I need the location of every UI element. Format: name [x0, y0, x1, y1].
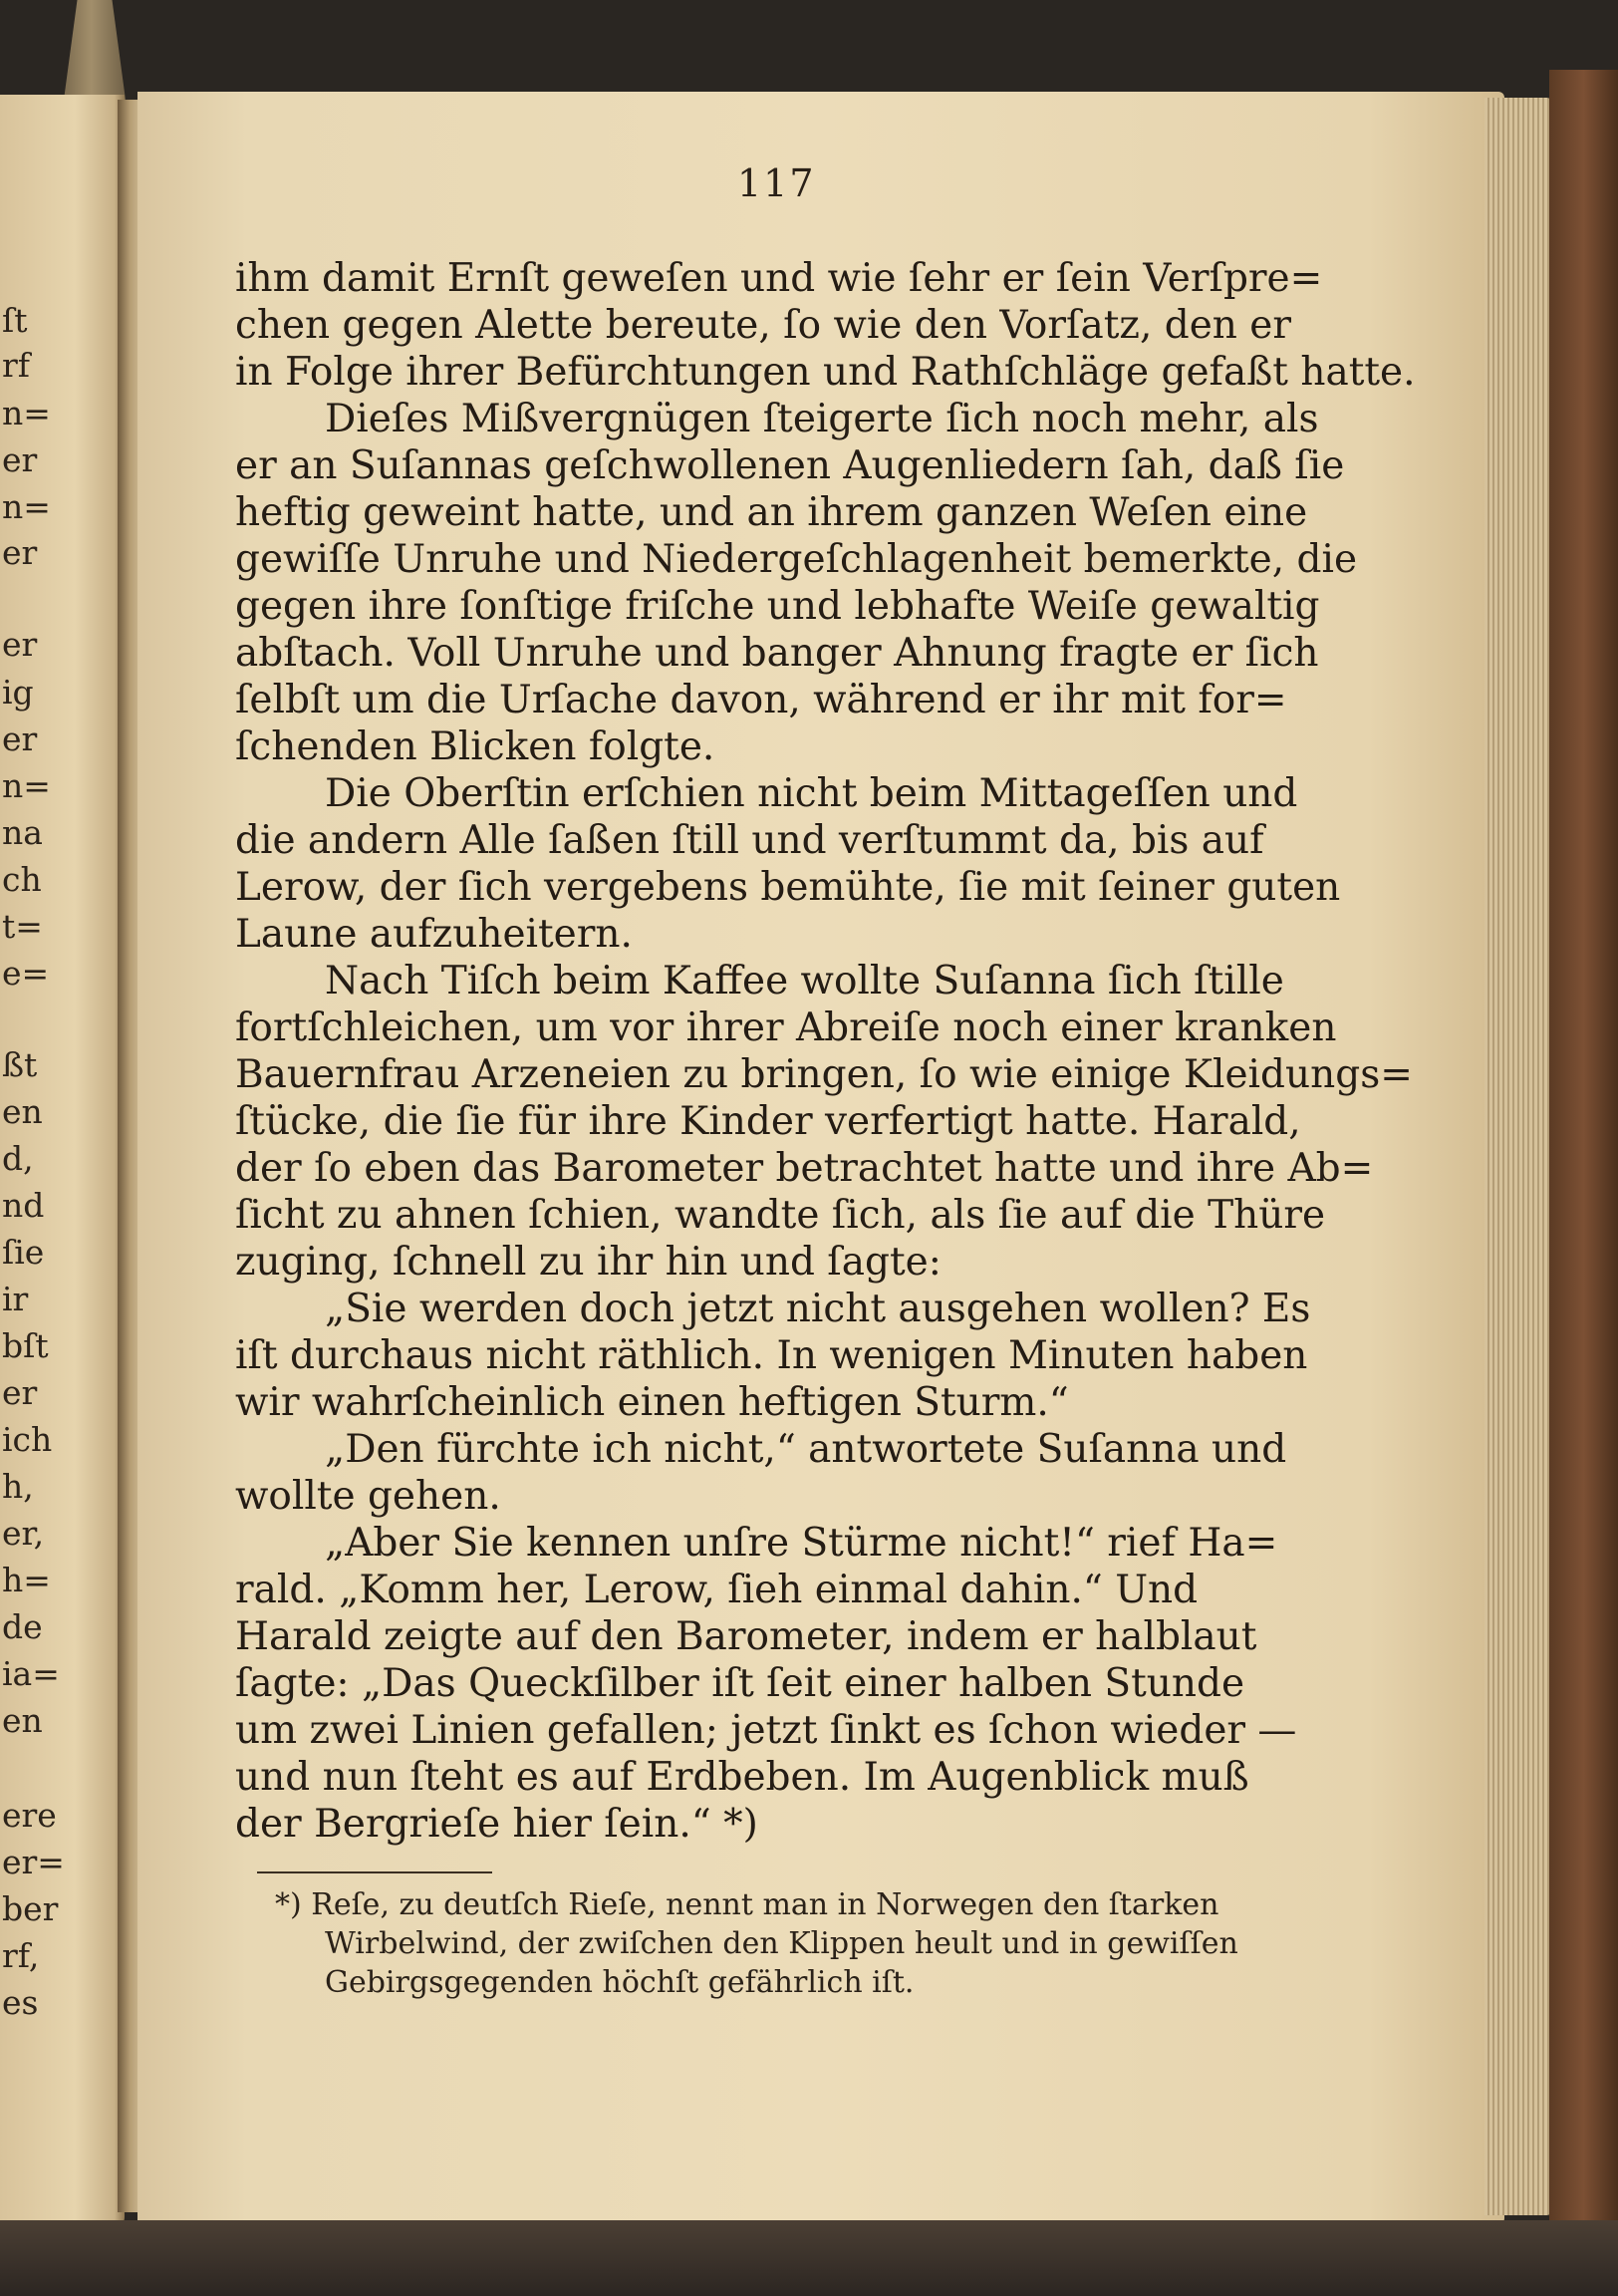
footnote-line: *) Reſe, zu deutſch Rieſe, nennt man in Norwegen den ſtarken	[275, 1887, 1219, 1922]
left-page-fragment: ig	[2, 673, 34, 712]
body-line: Harald zeigte auf den Barometer, indem er halblaut	[235, 1614, 1257, 1659]
body-line: heftig geweint hatte, und an ihrem ganzen Weſen eine	[235, 490, 1308, 535]
body-line: gegen ihre ſonſtige friſche und lebhafte Weiſe gewaltig	[235, 584, 1320, 629]
left-page-fragment: ich	[2, 1420, 53, 1459]
left-page-fragment: ßt	[2, 1045, 38, 1084]
left-page-fragment: ber	[2, 1889, 59, 1928]
left-page-fragment: ch	[2, 860, 42, 899]
left-page-fragment: er	[2, 625, 38, 664]
body-line: ſicht zu ahnen ſchien, wandte ſich, als ſie auf die Thüre	[235, 1193, 1326, 1238]
body-line: Bauernfrau Arzeneien zu bringen, ſo wie einige Kleidungs=	[235, 1052, 1413, 1097]
body-line: der ſo eben das Barometer betrachtet hatte und ihre Ab=	[235, 1146, 1374, 1191]
left-page-fragment: d,	[2, 1139, 34, 1178]
body-line: Dieſes Mißvergnügen ſteigerte ſich noch mehr, als	[325, 397, 1319, 441]
body-line: ſchenden Blicken folgte.	[235, 724, 715, 769]
left-page-fragment: ia=	[2, 1654, 60, 1693]
left-page-fragment: h,	[2, 1467, 34, 1506]
left-page-fragment: er	[2, 1373, 38, 1412]
body-line: wir wahrſcheinlich einen heftigen Sturm.“	[235, 1380, 1069, 1425]
body-line: ſtücke, die ſie für ihre Kinder verfertigt hatte. Harald,	[235, 1099, 1301, 1144]
body-line: und nun ſteht es auf Erdbeben. Im Augenblick muß	[235, 1755, 1249, 1800]
body-line: ſelbſt um die Urſache davon, während er ihr mit for=	[235, 678, 1287, 722]
body-line: in Folge ihrer Befürchtungen und Rathſchläge gefaßt hatte.	[235, 350, 1416, 395]
body-line: Nach Tiſch beim Kaffee wollte Suſanna ſich ſtille	[325, 959, 1284, 1004]
left-page-fragment: er=	[2, 1843, 65, 1881]
left-page-fragment: en	[2, 1092, 43, 1131]
left-page-fragment: er	[2, 440, 38, 479]
page-number: 117	[737, 161, 816, 205]
left-page-fragment: er	[2, 533, 38, 572]
left-page-fragment: es	[2, 1983, 39, 2022]
left-page-fragment: n=	[2, 487, 51, 526]
body-line: ihm damit Ernſt geweſen und wie ſehr er ſein Verſpre=	[235, 256, 1323, 301]
left-page-fragment: er,	[2, 1514, 45, 1553]
page-edges	[1484, 98, 1554, 2215]
left-page-edge	[0, 95, 125, 2227]
left-page-fragment: ſie	[2, 1233, 45, 1272]
body-line: zuging, ſchnell zu ihr hin und ſagte:	[235, 1240, 942, 1285]
footnote-line: Gebirgsgegenden höchſt gefährlich iſt.	[325, 1965, 915, 2000]
left-page-fragment: h=	[2, 1561, 51, 1599]
body-line: „Aber Sie kennen unſre Stürme nicht!“ rief Ha=	[325, 1521, 1278, 1566]
body-line: gewiſſe Unruhe und Niedergeſchlagenheit bemerkte, die	[235, 537, 1358, 582]
body-line: abſtach. Voll Unruhe und banger Ahnung fragte er ſich	[235, 631, 1319, 676]
left-page-fragment: n=	[2, 394, 51, 432]
body-line: iſt durchaus nicht räthlich. In wenigen Minuten haben	[235, 1333, 1308, 1378]
left-page-fragment: na	[2, 813, 43, 852]
body-line: „Sie werden doch jetzt nicht ausgehen wollen? Es	[325, 1287, 1311, 1331]
body-line: Laune aufzuheitern.	[235, 912, 633, 957]
left-page-fragment: ſt	[2, 301, 28, 340]
left-page-fragment: t=	[2, 907, 43, 946]
body-line: um zwei Linien gefallen; jetzt ſinkt es ſchon wieder —	[235, 1708, 1297, 1753]
footnote-divider	[257, 1871, 492, 1873]
left-page-fragment: de	[2, 1607, 43, 1646]
body-line: fortſchleichen, um vor ihrer Abreiſe noch einer kranken	[235, 1005, 1337, 1050]
body-line: die andern Alle ſaßen ſtill und verſtummt da, bis auf	[235, 818, 1264, 863]
book-cover-edge	[1549, 70, 1618, 2252]
body-line: wollte gehen.	[235, 1474, 501, 1519]
left-page-fragment: n=	[2, 766, 51, 805]
left-page-fragment: er	[2, 719, 38, 758]
left-page-fragment: e=	[2, 954, 50, 993]
left-page-fragment: ere	[2, 1796, 57, 1835]
book-cover-bottom	[0, 2220, 1618, 2296]
body-line: rald. „Komm her, Lerow, ſieh einmal dahin.“ Und	[235, 1568, 1199, 1612]
body-line: der Bergrieſe hier ſein.“ *)	[235, 1802, 758, 1847]
left-page-fragment: bſt	[2, 1326, 49, 1365]
body-line: Die Oberſtin erſchien nicht beim Mittageſſen und	[325, 771, 1298, 816]
left-page-fragment: rf,	[2, 1936, 40, 1975]
body-line: ſagte: „Das Queckſilber iſt ſeit einer halben Stunde	[235, 1661, 1245, 1706]
body-line: „Den fürchte ich nicht,“ antwortete Suſanna und	[325, 1427, 1287, 1472]
left-page-fragment: ir	[2, 1280, 29, 1318]
left-page-fragment: en	[2, 1701, 43, 1740]
footnote-line: Wirbelwind, der zwiſchen den Klippen heult und in gewiſſen	[325, 1926, 1238, 1961]
body-line: Lerow, der ſich vergebens bemühte, ſie mit ſeiner guten	[235, 865, 1341, 910]
body-line: chen gegen Alette bereute, ſo wie den Vorſatz, den er	[235, 303, 1292, 348]
left-page-fragment: rf	[2, 346, 30, 385]
left-page-fragment: nd	[2, 1186, 45, 1225]
body-line: er an Suſannas geſchwollenen Augenliedern ſah, daß ſie	[235, 443, 1345, 488]
